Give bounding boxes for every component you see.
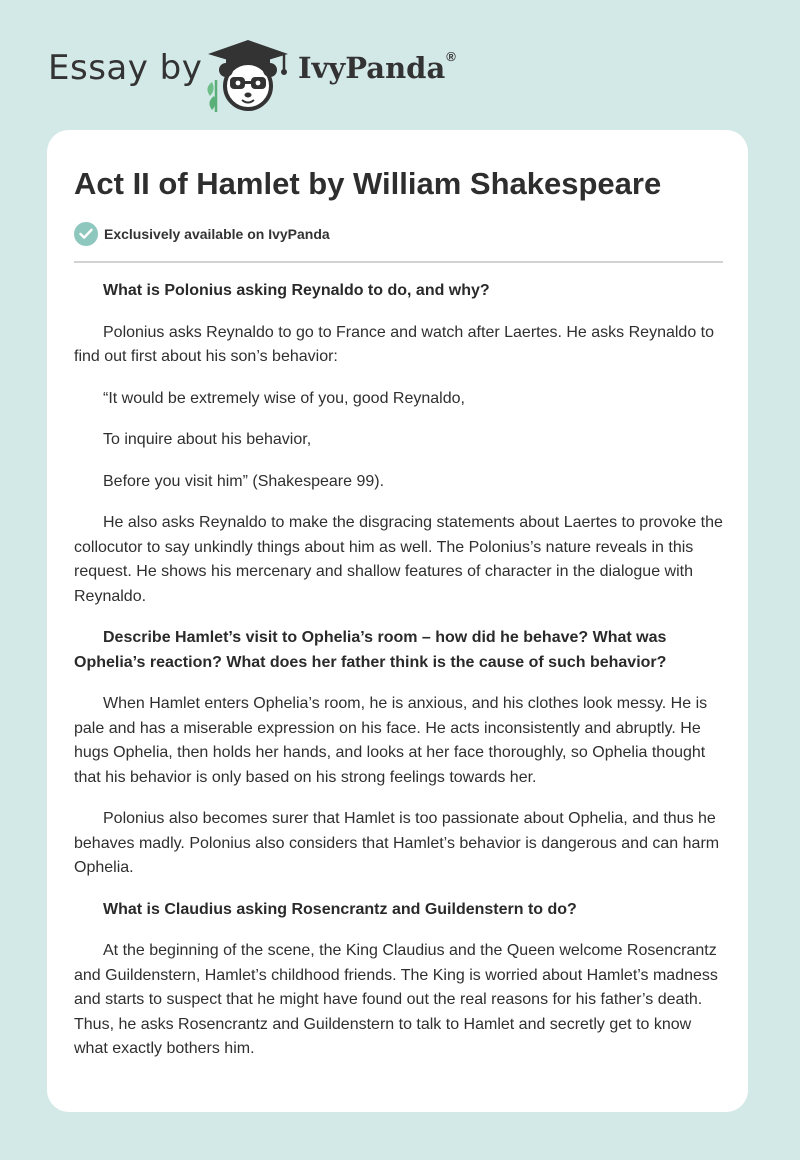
body-paragraph: Polonius asks Reynaldo to go to France and watch after Laertes. He asks Reynaldo to find out first about his son’s behavior: [74, 323, 715, 365]
question-heading: Describe Hamlet’s visit to Ophelia’s room – how did he behave? What was Ophelia’s reaction? What does her father think is the cause of such behavior? [74, 629, 667, 671]
brand-text: IvyPanda [298, 51, 446, 85]
exclusive-badge [74, 222, 330, 246]
body-paragraph: When Hamlet enters Ophelia’s room, he is anxious, and his clothes look messy. He is pale and has a miserable expression on his face. He acts inconsistently and abruptly. He hugs Ophelia, then holds her hands, and looks at her face thoroughly, so Ophelia thought that his behavior is only based on his strong feelings towards her. [74, 695, 708, 786]
page-title: Act II of Hamlet by William Shakespeare [74, 166, 662, 201]
divider [74, 261, 723, 263]
essay-by-label: Essay by [48, 48, 203, 88]
panda-graduate-icon[interactable] [200, 36, 296, 112]
essay-card [47, 130, 748, 1112]
quote-line: To inquire about his behavior, [103, 431, 312, 448]
quote-line: “It would be extremely wise of you, good Reynaldo, [103, 389, 465, 407]
quote-line: Before you visit him” (Shakespeare 99). [103, 472, 385, 490]
question-heading: What is Polonius asking Reynaldo to do, and why? [103, 282, 490, 299]
body-paragraph: Polonius also becomes surer that Hamlet is too passionate about Ophelia, and thus he behaves madly. Polonius also considers that Hamlet’s behavior is dangerous and can harm Ophelia. [74, 810, 720, 876]
essay-content [74, 279, 726, 1079]
site-header [0, 0, 800, 128]
registered-mark: ® [446, 49, 456, 64]
body-paragraph: At the beginning of the scene, the King Claudius and the Queen welcome Rosencrantz and Guildenstern, Hamlet’s childhood friends. The King is worried about Hamlet’s madness and starts to suspect that he might have found out the real reasons for his father’s death. Thus, he asks Rosencrantz and Guildenstern to talk to Hamlet and secretly get to know what exactly bothers him. [74, 942, 718, 1057]
question-heading: What is Claudius asking Rosencrantz and Guildenstern to do? [103, 900, 577, 918]
brand-name[interactable] [298, 51, 456, 85]
body-paragraph: He also asks Reynaldo to make the disgracing statements about Laertes to provoke the collocutor to say unkindly things about him as well. The Polonius’s nature reveals in this request. He shows his mercenary and shallow features of character in the dialogue with Reynaldo. [74, 514, 723, 605]
check-circle-icon [74, 222, 98, 246]
exclusive-label: Exclusively available on IvyPanda [104, 226, 330, 242]
